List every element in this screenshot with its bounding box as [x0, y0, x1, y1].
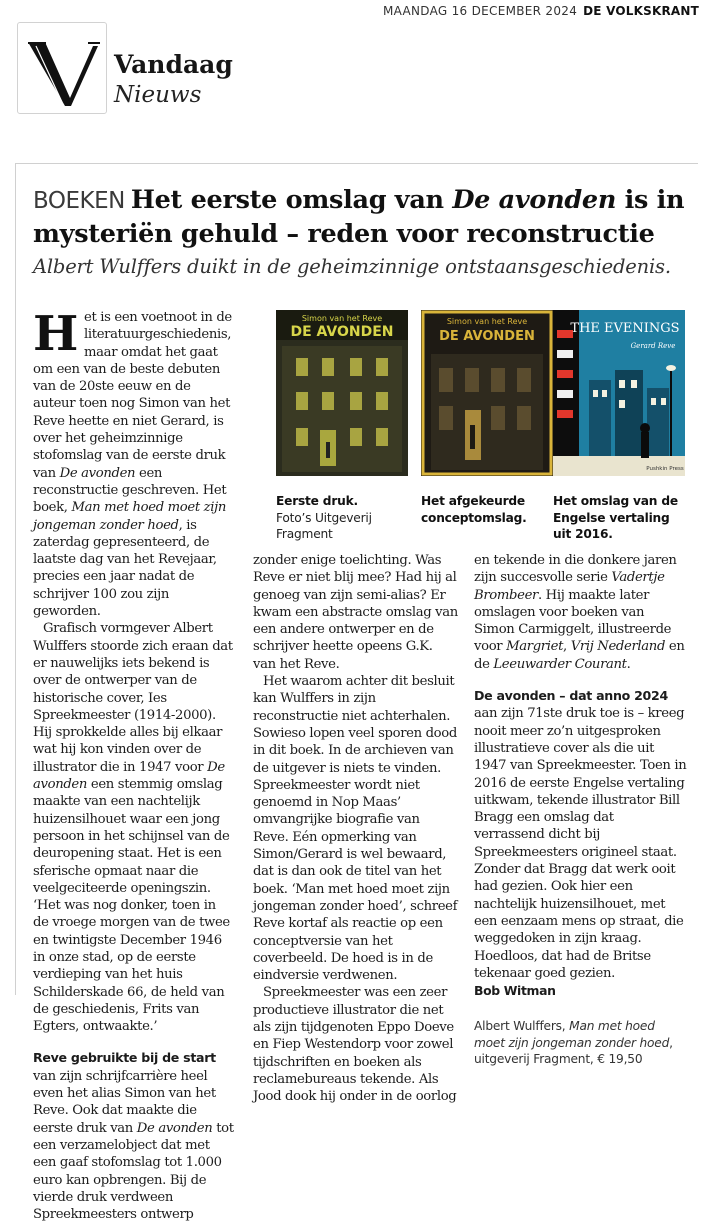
paragraph: De avonden – dat anno 2024 aan zijn 71ste druk toe is – kreeg nooit meer zo’n uitgesproken illustratieve cover als die uit 1947 van Spreekmeester. Toen in 2016 de eerste Engelse vertaling uitkwam, tekende illustrator Bill Bragg een omslag dat verrassend dicht bij Spreekmeesters origineel staat. Zonder dat Bragg dat werk ooit had gezien. Ook hier een nachtelijk huizensilhouet, met een eenzaam mens op straat, die weggedoken in zijn kraag. Hoedloos, dat had de Britse tekenaar goed gezien. [474, 688, 687, 981]
cover-title: DE AVONDEN [439, 329, 535, 344]
cover-english-translation [553, 310, 685, 476]
paragraph: Grafisch vormgever Albert Wulffers stoorde zich eraan dat er nauwelijks iets bekend is over de ontwerper van de historische cover, Ies Spreekmeester (1914-2000). Hij sprokkelde alles bij elkaar wat hij kon vinden over de illustrator die in 1947 voor De avonden een stemmig omslag maakte van een nachtelijk huizensilhouet waar een jong persoon in het schijnsel van de deuropening staat. Het is een sferische opmaat naar die veelgeciteerde openingszin. ‘Het was nog donker, toen in de vroege morgen van de twee en twintigste December 1946 in onze stad, op de eerste verdieping van het huis Schilderskade 66, de held van de geschiedenis, Frits van Egters, ontwaakte.’ [33, 621, 233, 1035]
article-headline [33, 184, 693, 251]
cover-concept [421, 310, 553, 476]
caption-concept: Het afgekeurde conceptomslag. [421, 494, 527, 525]
cover-author: Simon van het Reve [446, 317, 528, 326]
headline-part: is in mysteriën gehuld – reden voor reconstructie [33, 185, 685, 249]
caption-first-edition: Eerste druk. Foto’s Uitgeverij Fragment [276, 494, 372, 541]
byline: Bob Witman [474, 983, 556, 999]
dateline [383, 4, 699, 18]
standfirst: Albert Wulffers duikt in de geheimzinnige ontstaansgeschiedenis. [33, 255, 671, 278]
column-1 [33, 306, 234, 1223]
column-3 [474, 552, 687, 1068]
cover-title: DE AVONDEN [290, 324, 394, 340]
paragraph: zonder enige toelichting. Was Reve er niet blij mee? Had hij al genoeg van zijn semi-alias? Er kwam een abstracte omslag van een andere ontwerper en de schrijver heette opeens G.K. van het Reve. [253, 553, 458, 672]
section-subtitle: Nieuws [114, 82, 202, 108]
column-2 [253, 552, 458, 1106]
headline-part: Het eerste omslag van [130, 185, 453, 215]
paragraph: en tekende in die donkere jaren zijn succesvolle serie Vadertje Brombeer. Hij maakte later omslagen voor boeken van Simon Carmiggelt, illustreerde voor Margriet, Vrij Nederland en de Leeuwarder Courant. [474, 553, 685, 672]
paragraph: Reve gebruikte bij de start van zijn schrijfcarrière heel even het alias Simon van het Reve. Ook dat maakte die eerste druk van De avonden tot een verzamelobject dat met een gaaf stofomslag tot 1.000 euro kan opbrengen. Bij de vierde druk verdween Spreekmeesters ontwerp [33, 1050, 234, 1223]
book-colophon: Albert Wulffers, Man met hoed moet zijn jongeman zonder hoed, uitgeverij Fragment, € 19,50 [474, 1019, 673, 1067]
paragraph-lead: Reve gebruikte bij de start [33, 1050, 216, 1066]
headline-book-title: De avonden [452, 185, 617, 215]
issue-date: MAANDAG 16 DECEMBER 2024 [382, 4, 578, 18]
cover-author: Simon van het Reve [301, 314, 383, 323]
paper-name: DE VOLKSKRANT [583, 4, 699, 18]
paragraph: Het is een voetnoot in de literatuurgeschiedenis, maar omdat het gaat om een van de beste debuten van de 20ste eeuw en de auteur toen nog Simon van het Reve heette en niet Gerard, is over het geheimzinnige stofomslag van de eerste druk van De avonden een reconstructie geschreven. Het boek, Man met hoed moet zijn jongeman zonder hoed, is zaterdag gepresenteerd, de laatste dag van het Revejaar, precies een jaar nadat de schrijver 100 zou zijn geworden. [33, 306, 232, 620]
section-title: Vandaag [114, 50, 233, 79]
paragraph-lead: De avonden – dat anno 2024 [474, 688, 668, 704]
cover-first-edition [276, 310, 408, 476]
paragraph: Spreekmeester was een zeer productieve illustrator die net als zijn tijdgenoten Eppo Doeve en Fiep Westendorp voor zowel tijdschriften en boeken als reclamebureaus tekende. Als Jood dook hij onder in de oorlog [253, 985, 457, 1105]
caption-english-translation: Het omslag van de Engelse vertaling uit 2016. [553, 494, 678, 541]
cover-author: Gerard Reve [630, 342, 676, 350]
cover-publisher: Pushkin Press [646, 466, 684, 472]
paragraph: Het waarom achter dit besluit kan Wulffers in zijn reconstructie niet achterhalen. Sowieso lopen veel sporen dood in dit boek. In de archieven van de uitgever is niets te vinden. Spreekmeester wordt niet genoemd in Nop Maas’ omvangrijke biografie van Reve. Eén opmerking van Simon/Gerard is wel bewaard, dat is dan ook de titel van het boek. ‘Man met hoed moet zijn jongeman zonder hoed’, schreef Reve kortaf als reactie op een conceptversie van het coverbeeld. De hoed is in de eindversie verdwenen. [253, 674, 458, 984]
cover-title: THE EVENINGS [570, 321, 680, 336]
kicker: BOEKEN [33, 188, 125, 214]
section-logo-v-icon [26, 36, 100, 108]
drop-cap: H [33, 306, 79, 362]
